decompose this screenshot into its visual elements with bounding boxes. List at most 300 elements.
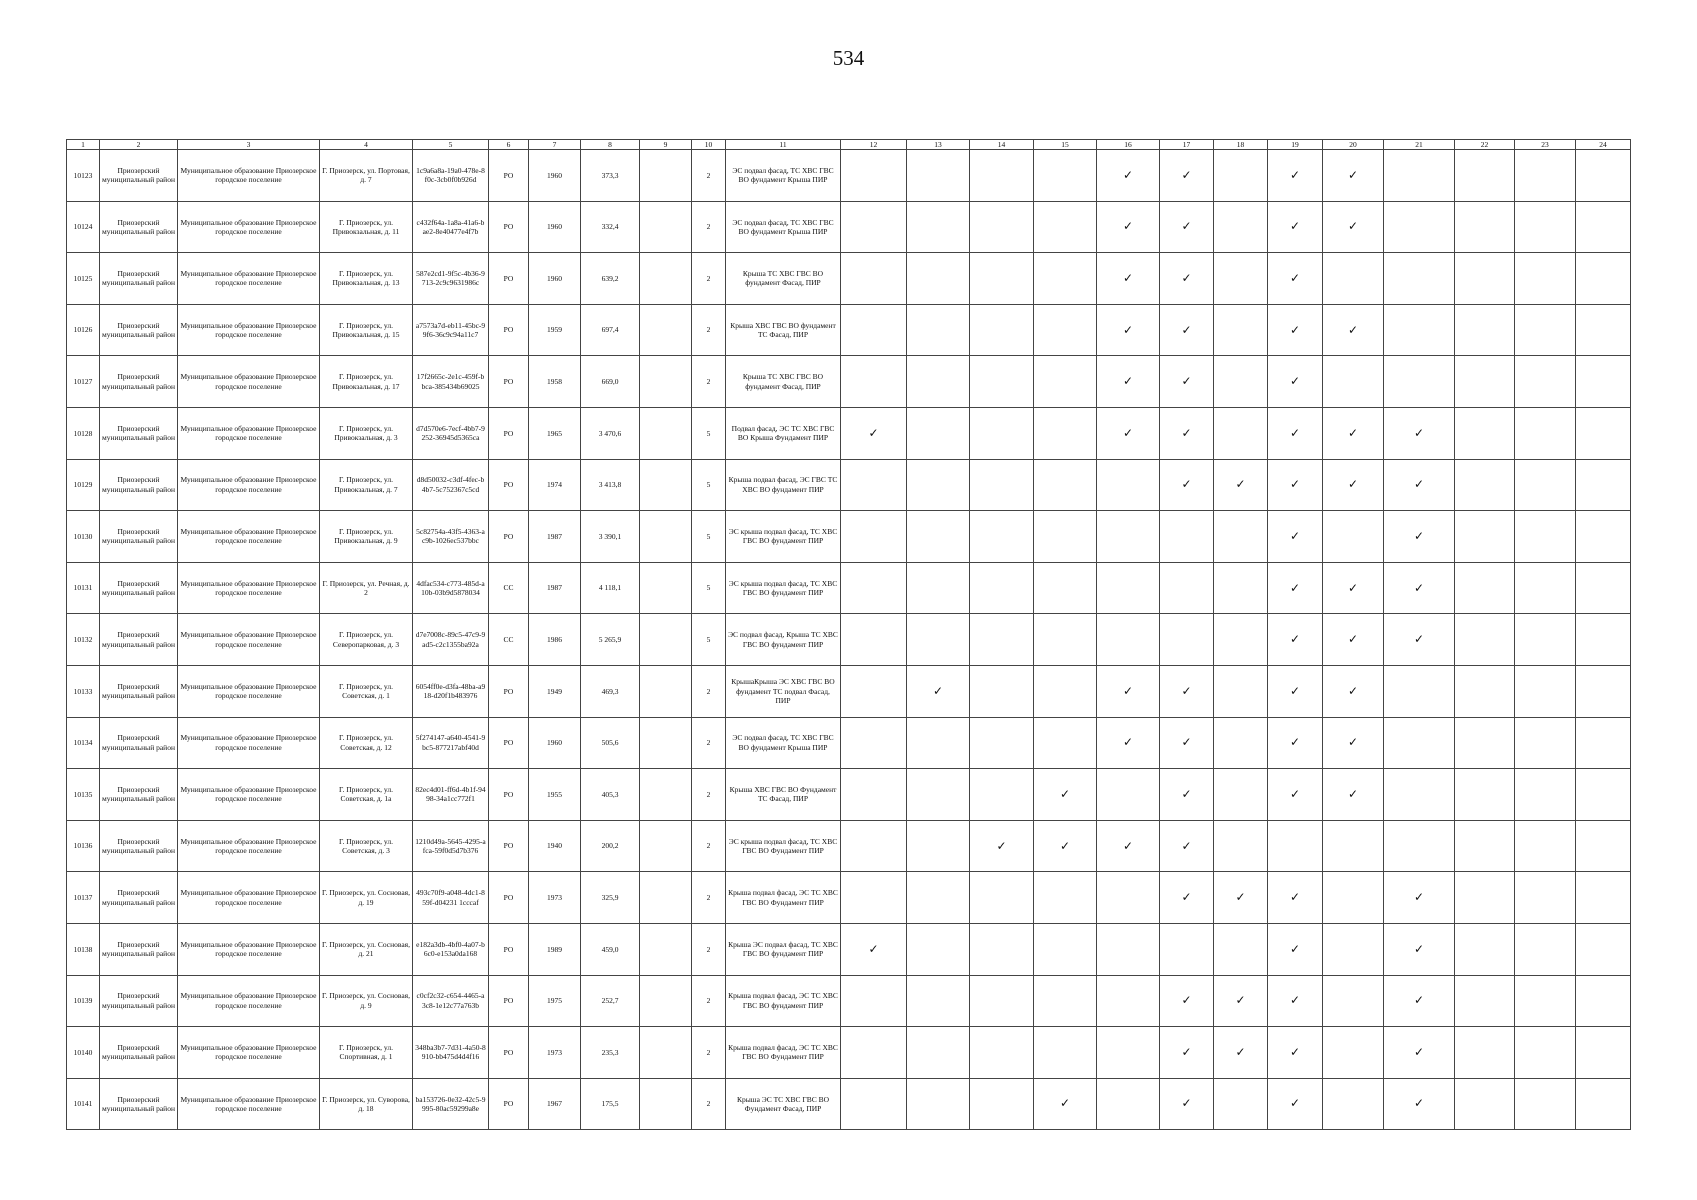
cell-district: Приозерский муниципальный район: [100, 820, 178, 872]
check-cell-col-18: [1214, 356, 1268, 408]
cell-address: Г. Приозерск, ул. Сосновая, д. 21: [320, 923, 413, 975]
check-cell-col-23: [1515, 253, 1576, 305]
check-cell-col-12: [841, 769, 907, 821]
check-cell-col-22: [1455, 665, 1515, 717]
cell-wall-type: РО: [489, 923, 529, 975]
check-cell-col-14: [970, 975, 1034, 1027]
cell-area: 5 265,9: [581, 614, 640, 666]
check-mark-icon: ✓: [1347, 167, 1359, 182]
check-mark-icon: ✓: [1122, 374, 1134, 389]
cell-col-9: [640, 407, 692, 459]
cell-municipality: Муниципальное образование Приозерское городское поселение: [178, 201, 320, 253]
check-cell-col-12: [841, 150, 907, 202]
check-cell-col-23: [1515, 975, 1576, 1027]
check-cell-col-17: [1160, 614, 1214, 666]
cell-wall-type: РО: [489, 665, 529, 717]
column-number-20: 20: [1323, 140, 1384, 150]
check-mark-icon: ✓: [1289, 270, 1301, 285]
cell-id: 10125: [67, 253, 100, 305]
check-cell-col-13: [907, 665, 970, 717]
cell-id: 10126: [67, 304, 100, 356]
column-number-16: 16: [1097, 140, 1160, 150]
check-cell-col-20: [1323, 511, 1384, 563]
check-mark-icon: ✓: [1413, 993, 1425, 1008]
check-cell-col-12: [841, 562, 907, 614]
cell-uuid: 4dfac534-c773-485d-a10b-03b9d5878034: [413, 562, 489, 614]
check-mark-icon: ✓: [1347, 683, 1359, 698]
check-mark-icon: ✓: [1289, 580, 1301, 595]
check-cell-col-12: [841, 665, 907, 717]
cell-municipality: Муниципальное образование Приозерское городское поселение: [178, 820, 320, 872]
check-cell-col-17: [1160, 665, 1214, 717]
cell-wall-type: РО: [489, 975, 529, 1027]
check-cell-col-12: [841, 923, 907, 975]
cell-address: Г. Приозерск, ул. Привокзальная, д. 13: [320, 253, 413, 305]
check-cell-col-20: [1323, 769, 1384, 821]
check-cell-col-20: [1323, 304, 1384, 356]
column-number-14: 14: [970, 140, 1034, 150]
cell-col-9: [640, 614, 692, 666]
cell-wall-type: РО: [489, 150, 529, 202]
cell-works: ЭС подвал фасад, ТС ХВС ГВС ВО фундамент Крыша ПИР: [726, 717, 841, 769]
check-cell-col-18: [1214, 150, 1268, 202]
cell-wall-type: РО: [489, 304, 529, 356]
column-number-10: 10: [692, 140, 726, 150]
cell-municipality: Муниципальное образование Приозерское городское поселение: [178, 562, 320, 614]
check-cell-col-15: [1034, 665, 1097, 717]
cell-id: 10135: [67, 769, 100, 821]
cell-address: Г. Приозерск, ул. Советская, д. 1а: [320, 769, 413, 821]
cell-year: 1975: [529, 975, 581, 1027]
check-cell-col-20: [1323, 872, 1384, 924]
check-cell-col-16: [1097, 820, 1160, 872]
column-number-12: 12: [841, 140, 907, 150]
check-mark-icon: ✓: [1289, 425, 1301, 440]
cell-municipality: Муниципальное образование Приозерское городское поселение: [178, 769, 320, 821]
cell-area: 252,7: [581, 975, 640, 1027]
check-cell-col-14: [970, 717, 1034, 769]
check-cell-col-19: [1268, 975, 1323, 1027]
check-cell-col-18: [1214, 717, 1268, 769]
cell-municipality: Муниципальное образование Приозерское городское поселение: [178, 407, 320, 459]
cell-col-9: [640, 356, 692, 408]
cell-works: ЭС крыша подвал фасад, ТС ХВС ГВС ВО фундамент ПИР: [726, 511, 841, 563]
check-cell-col-21: [1384, 511, 1455, 563]
check-cell-col-21: [1384, 1078, 1455, 1130]
cell-year: 1940: [529, 820, 581, 872]
check-cell-col-23: [1515, 1027, 1576, 1079]
cell-col-9: [640, 253, 692, 305]
check-cell-col-16: [1097, 356, 1160, 408]
cell-area: 3 413,8: [581, 459, 640, 511]
cell-id: 10124: [67, 201, 100, 253]
cell-area: 373,3: [581, 150, 640, 202]
check-mark-icon: ✓: [1289, 735, 1301, 750]
cell-municipality: Муниципальное образование Приозерское городское поселение: [178, 717, 320, 769]
check-cell-col-20: [1323, 923, 1384, 975]
check-cell-col-15: [1034, 1078, 1097, 1130]
check-cell-col-22: [1455, 459, 1515, 511]
check-mark-icon: ✓: [1181, 786, 1192, 801]
check-cell-col-24: [1576, 923, 1631, 975]
check-cell-col-23: [1515, 304, 1576, 356]
check-cell-col-12: [841, 1078, 907, 1130]
check-cell-col-20: [1323, 820, 1384, 872]
check-cell-col-12: [841, 872, 907, 924]
cell-address: Г. Приозерск, ул. Привокзальная, д. 7: [320, 459, 413, 511]
check-cell-col-19: [1268, 1027, 1323, 1079]
column-number-22: 22: [1455, 140, 1515, 150]
check-mark-icon: ✓: [1289, 322, 1301, 337]
cell-works: Крыша ХВС ГВС ВО Фундамент ТС Фасад, ПИР: [726, 769, 841, 821]
check-cell-col-23: [1515, 1078, 1576, 1130]
column-number-21: 21: [1384, 140, 1455, 150]
cell-works: Крыша ХВС ГВС ВО фундамент ТС Фасад, ПИР: [726, 304, 841, 356]
check-cell-col-21: [1384, 356, 1455, 408]
cell-col-9: [640, 1027, 692, 1079]
check-cell-col-21: [1384, 975, 1455, 1027]
check-cell-col-15: [1034, 407, 1097, 459]
check-cell-col-23: [1515, 872, 1576, 924]
cell-uuid: 5c82754a-43f5-4363-ac9b-1026ec537bbc: [413, 511, 489, 563]
check-cell-col-21: [1384, 769, 1455, 821]
check-cell-col-16: [1097, 975, 1160, 1027]
cell-district: Приозерский муниципальный район: [100, 459, 178, 511]
check-mark-icon: ✓: [1289, 374, 1301, 389]
cell-col-10: 2: [692, 150, 726, 202]
check-cell-col-12: [841, 459, 907, 511]
cell-works: Крыша ТС ХВС ГВС ВО фундамент Фасад, ПИР: [726, 253, 841, 305]
table-row: [67, 459, 1631, 511]
check-cell-col-14: [970, 665, 1034, 717]
check-cell-col-13: [907, 923, 970, 975]
check-cell-col-24: [1576, 975, 1631, 1027]
check-cell-col-21: [1384, 253, 1455, 305]
cell-col-10: 2: [692, 923, 726, 975]
column-number-4: 4: [320, 140, 413, 150]
check-cell-col-19: [1268, 614, 1323, 666]
cell-year: 1960: [529, 717, 581, 769]
check-cell-col-21: [1384, 407, 1455, 459]
cell-id: 10140: [67, 1027, 100, 1079]
check-mark-icon: ✓: [1181, 167, 1192, 182]
table-row: [67, 562, 1631, 614]
cell-municipality: Муниципальное образование Приозерское городское поселение: [178, 665, 320, 717]
check-cell-col-23: [1515, 459, 1576, 511]
cell-district: Приозерский муниципальный район: [100, 717, 178, 769]
cell-id: 10134: [67, 717, 100, 769]
check-mark-icon: ✓: [1413, 528, 1425, 543]
check-mark-icon: ✓: [868, 941, 879, 956]
cell-col-9: [640, 511, 692, 563]
cell-uuid: c432f64a-1a8a-41a6-bae2-8e40477e4f7b: [413, 201, 489, 253]
check-mark-icon: ✓: [1289, 993, 1301, 1008]
cell-uuid: c0cf2c32-c654-4465-a3c8-1e12c77a763b: [413, 975, 489, 1027]
cell-uuid: 348ba3b7-7d31-4a50-8910-bb475d4d4f16: [413, 1027, 489, 1079]
cell-district: Приозерский муниципальный район: [100, 562, 178, 614]
check-cell-col-14: [970, 562, 1034, 614]
cell-year: 1973: [529, 1027, 581, 1079]
cell-municipality: Муниципальное образование Приозерское городское поселение: [178, 253, 320, 305]
check-mark-icon: ✓: [1289, 890, 1301, 905]
cell-works: ЭС подвал фасад, Крыша ТС ХВС ГВС ВО фундамент ПИР: [726, 614, 841, 666]
check-cell-col-21: [1384, 562, 1455, 614]
cell-area: 325,9: [581, 872, 640, 924]
check-cell-col-21: [1384, 1027, 1455, 1079]
cell-district: Приозерский муниципальный район: [100, 923, 178, 975]
check-cell-col-18: [1214, 614, 1268, 666]
check-cell-col-21: [1384, 923, 1455, 975]
check-cell-col-16: [1097, 769, 1160, 821]
cell-year: 1967: [529, 1078, 581, 1130]
cell-works: Крыша подвал фасад, ЭС ТС ХВС ГВС ВО фундамент ПИР: [726, 975, 841, 1027]
cell-area: 3 390,1: [581, 511, 640, 563]
check-cell-col-17: [1160, 253, 1214, 305]
check-cell-col-14: [970, 511, 1034, 563]
cell-year: 1986: [529, 614, 581, 666]
cell-id: 10130: [67, 511, 100, 563]
cell-col-9: [640, 1078, 692, 1130]
check-cell-col-13: [907, 975, 970, 1027]
check-mark-icon: ✓: [1289, 167, 1301, 182]
check-mark-icon: ✓: [1289, 683, 1301, 698]
cell-municipality: Муниципальное образование Приозерское городское поселение: [178, 975, 320, 1027]
check-mark-icon: ✓: [1122, 322, 1134, 337]
cell-works: ЭС крыша подвал фасад, ТС ХВС ГВС ВО Фундамент ПИР: [726, 820, 841, 872]
cell-area: 639,2: [581, 253, 640, 305]
table-row: [67, 665, 1631, 717]
check-cell-col-19: [1268, 459, 1323, 511]
check-mark-icon: ✓: [1289, 941, 1301, 956]
check-cell-col-19: [1268, 1078, 1323, 1130]
column-number-8: 8: [581, 140, 640, 150]
cell-municipality: Муниципальное образование Приозерское городское поселение: [178, 923, 320, 975]
cell-col-10: 2: [692, 253, 726, 305]
check-cell-col-20: [1323, 407, 1384, 459]
check-mark-icon: ✓: [1122, 167, 1134, 182]
check-cell-col-12: [841, 201, 907, 253]
check-cell-col-18: [1214, 665, 1268, 717]
check-cell-col-22: [1455, 769, 1515, 821]
cell-id: 10132: [67, 614, 100, 666]
check-cell-col-16: [1097, 253, 1160, 305]
cell-year: 1987: [529, 562, 581, 614]
cell-district: Приозерский муниципальный район: [100, 1078, 178, 1130]
cell-col-9: [640, 923, 692, 975]
check-cell-col-13: [907, 562, 970, 614]
cell-address: Г. Приозерск, ул. Сосновая, д. 9: [320, 975, 413, 1027]
check-cell-col-24: [1576, 614, 1631, 666]
cell-area: 3 470,6: [581, 407, 640, 459]
check-cell-col-15: [1034, 304, 1097, 356]
check-mark-icon: ✓: [1235, 890, 1246, 905]
cell-area: 235,3: [581, 1027, 640, 1079]
cell-col-9: [640, 562, 692, 614]
check-mark-icon: ✓: [1289, 528, 1301, 543]
cell-id: 10136: [67, 820, 100, 872]
check-mark-icon: ✓: [1413, 941, 1425, 956]
check-cell-col-19: [1268, 150, 1323, 202]
check-cell-col-13: [907, 150, 970, 202]
table-row: [67, 923, 1631, 975]
cell-works: КрышаКрыша ЭС ХВС ГВС ВО фундамент ТС подвал Фасад, ПИР: [726, 665, 841, 717]
check-mark-icon: ✓: [1347, 322, 1359, 337]
check-cell-col-20: [1323, 717, 1384, 769]
check-cell-col-23: [1515, 820, 1576, 872]
check-cell-col-23: [1515, 201, 1576, 253]
check-cell-col-14: [970, 1027, 1034, 1079]
check-mark-icon: ✓: [1235, 477, 1246, 492]
check-cell-col-15: [1034, 562, 1097, 614]
check-cell-col-12: [841, 1027, 907, 1079]
check-cell-col-14: [970, 614, 1034, 666]
check-cell-col-23: [1515, 717, 1576, 769]
cell-area: 505,6: [581, 717, 640, 769]
column-number-9: 9: [640, 140, 692, 150]
cell-works: Крыша ЭС подвал фасад, ТС ХВС ГВС ВО фундамент ПИР: [726, 923, 841, 975]
cell-year: 1974: [529, 459, 581, 511]
cell-address: Г. Приозерск, ул. Сосновая, д. 19: [320, 872, 413, 924]
check-cell-col-21: [1384, 820, 1455, 872]
check-cell-col-12: [841, 407, 907, 459]
check-cell-col-24: [1576, 820, 1631, 872]
check-cell-col-18: [1214, 511, 1268, 563]
check-cell-col-23: [1515, 665, 1576, 717]
check-cell-col-19: [1268, 253, 1323, 305]
check-cell-col-22: [1455, 511, 1515, 563]
check-cell-col-18: [1214, 872, 1268, 924]
check-cell-col-13: [907, 614, 970, 666]
check-cell-col-18: [1214, 1078, 1268, 1130]
check-cell-col-22: [1455, 1027, 1515, 1079]
check-cell-col-13: [907, 820, 970, 872]
cell-address: Г. Приозерск, ул. Советская, д. 12: [320, 717, 413, 769]
cell-uuid: 1c9a6a8a-19a0-478e-8f0c-3cb0f0b926d: [413, 150, 489, 202]
cell-col-9: [640, 717, 692, 769]
check-cell-col-19: [1268, 511, 1323, 563]
check-cell-col-15: [1034, 769, 1097, 821]
check-cell-col-17: [1160, 511, 1214, 563]
check-mark-icon: ✓: [1122, 838, 1134, 853]
check-cell-col-21: [1384, 201, 1455, 253]
check-cell-col-13: [907, 769, 970, 821]
check-cell-col-16: [1097, 872, 1160, 924]
column-number-11: 11: [726, 140, 841, 150]
check-cell-col-17: [1160, 407, 1214, 459]
capital-repair-register-table: [66, 139, 1631, 1130]
check-cell-col-18: [1214, 407, 1268, 459]
check-mark-icon: ✓: [868, 425, 879, 440]
check-cell-col-18: [1214, 562, 1268, 614]
check-cell-col-20: [1323, 459, 1384, 511]
check-cell-col-18: [1214, 975, 1268, 1027]
check-mark-icon: ✓: [1181, 838, 1192, 853]
check-mark-icon: ✓: [1181, 1096, 1192, 1111]
check-cell-col-15: [1034, 201, 1097, 253]
check-cell-col-13: [907, 304, 970, 356]
table-row: [67, 717, 1631, 769]
cell-year: 1955: [529, 769, 581, 821]
check-cell-col-16: [1097, 511, 1160, 563]
cell-address: Г. Приозерск, ул. Портовая, д. 7: [320, 150, 413, 202]
check-cell-col-12: [841, 820, 907, 872]
cell-works: Крыша подвал фасад, ЭС ТС ХВС ГВС ВО Фундамент ПИР: [726, 1027, 841, 1079]
check-mark-icon: ✓: [1181, 993, 1192, 1008]
check-cell-col-19: [1268, 356, 1323, 408]
check-cell-col-15: [1034, 614, 1097, 666]
check-cell-col-17: [1160, 201, 1214, 253]
column-number-13: 13: [907, 140, 970, 150]
check-cell-col-15: [1034, 356, 1097, 408]
cell-uuid: 587e2cd1-9f5c-4b36-9713-2c9c9631986c: [413, 253, 489, 305]
cell-works: Крыша подвал фасад, ЭС ГВС ТС ХВС ВО фундамент ПИР: [726, 459, 841, 511]
check-cell-col-14: [970, 1078, 1034, 1130]
cell-wall-type: РО: [489, 511, 529, 563]
cell-municipality: Муниципальное образование Приозерское городское поселение: [178, 356, 320, 408]
check-mark-icon: ✓: [1235, 993, 1246, 1008]
check-cell-col-21: [1384, 150, 1455, 202]
check-cell-col-15: [1034, 150, 1097, 202]
cell-wall-type: РО: [489, 356, 529, 408]
check-cell-col-21: [1384, 872, 1455, 924]
cell-municipality: Муниципальное образование Приозерское городское поселение: [178, 614, 320, 666]
check-cell-col-24: [1576, 459, 1631, 511]
check-cell-col-22: [1455, 820, 1515, 872]
cell-district: Приозерский муниципальный район: [100, 304, 178, 356]
check-mark-icon: ✓: [1347, 735, 1359, 750]
cell-works: ЭС крыша подвал фасад, ТС ХВС ГВС ВО фундамент ПИР: [726, 562, 841, 614]
check-cell-col-17: [1160, 820, 1214, 872]
cell-uuid: 6054ff0e-d3fa-48ba-a918-d20f1b483976: [413, 665, 489, 717]
check-cell-col-18: [1214, 923, 1268, 975]
check-cell-col-14: [970, 201, 1034, 253]
cell-municipality: Муниципальное образование Приозерское городское поселение: [178, 1027, 320, 1079]
cell-district: Приозерский муниципальный район: [100, 769, 178, 821]
cell-col-9: [640, 665, 692, 717]
cell-works: ЭС подвал фасад, ТС ХВС ГВС ВО фундамент Крыша ПИР: [726, 201, 841, 253]
column-number-6: 6: [489, 140, 529, 150]
cell-col-10: 2: [692, 820, 726, 872]
cell-uuid: a7573a7d-eb11-45bc-99f6-36c9c94a11c7: [413, 304, 489, 356]
cell-year: 1960: [529, 201, 581, 253]
check-mark-icon: ✓: [1122, 270, 1134, 285]
check-cell-col-22: [1455, 304, 1515, 356]
cell-wall-type: РО: [489, 1078, 529, 1130]
cell-municipality: Муниципальное образование Приозерское городское поселение: [178, 1078, 320, 1130]
check-mark-icon: ✓: [1122, 683, 1134, 698]
check-cell-col-13: [907, 1027, 970, 1079]
check-cell-col-14: [970, 923, 1034, 975]
check-cell-col-24: [1576, 1027, 1631, 1079]
check-cell-col-14: [970, 304, 1034, 356]
check-mark-icon: ✓: [1059, 786, 1071, 801]
cell-year: 1989: [529, 923, 581, 975]
check-mark-icon: ✓: [1347, 632, 1359, 647]
check-cell-col-15: [1034, 872, 1097, 924]
cell-address: Г. Приозерск, ул. Привокзальная, д. 17: [320, 356, 413, 408]
column-number-3: 3: [178, 140, 320, 150]
check-cell-col-19: [1268, 923, 1323, 975]
cell-col-10: 2: [692, 975, 726, 1027]
cell-col-10: 5: [692, 459, 726, 511]
check-cell-col-18: [1214, 820, 1268, 872]
table-row: [67, 769, 1631, 821]
cell-col-10: 5: [692, 511, 726, 563]
cell-municipality: Муниципальное образование Приозерское городское поселение: [178, 150, 320, 202]
check-cell-col-19: [1268, 304, 1323, 356]
check-cell-col-24: [1576, 356, 1631, 408]
check-cell-col-23: [1515, 356, 1576, 408]
